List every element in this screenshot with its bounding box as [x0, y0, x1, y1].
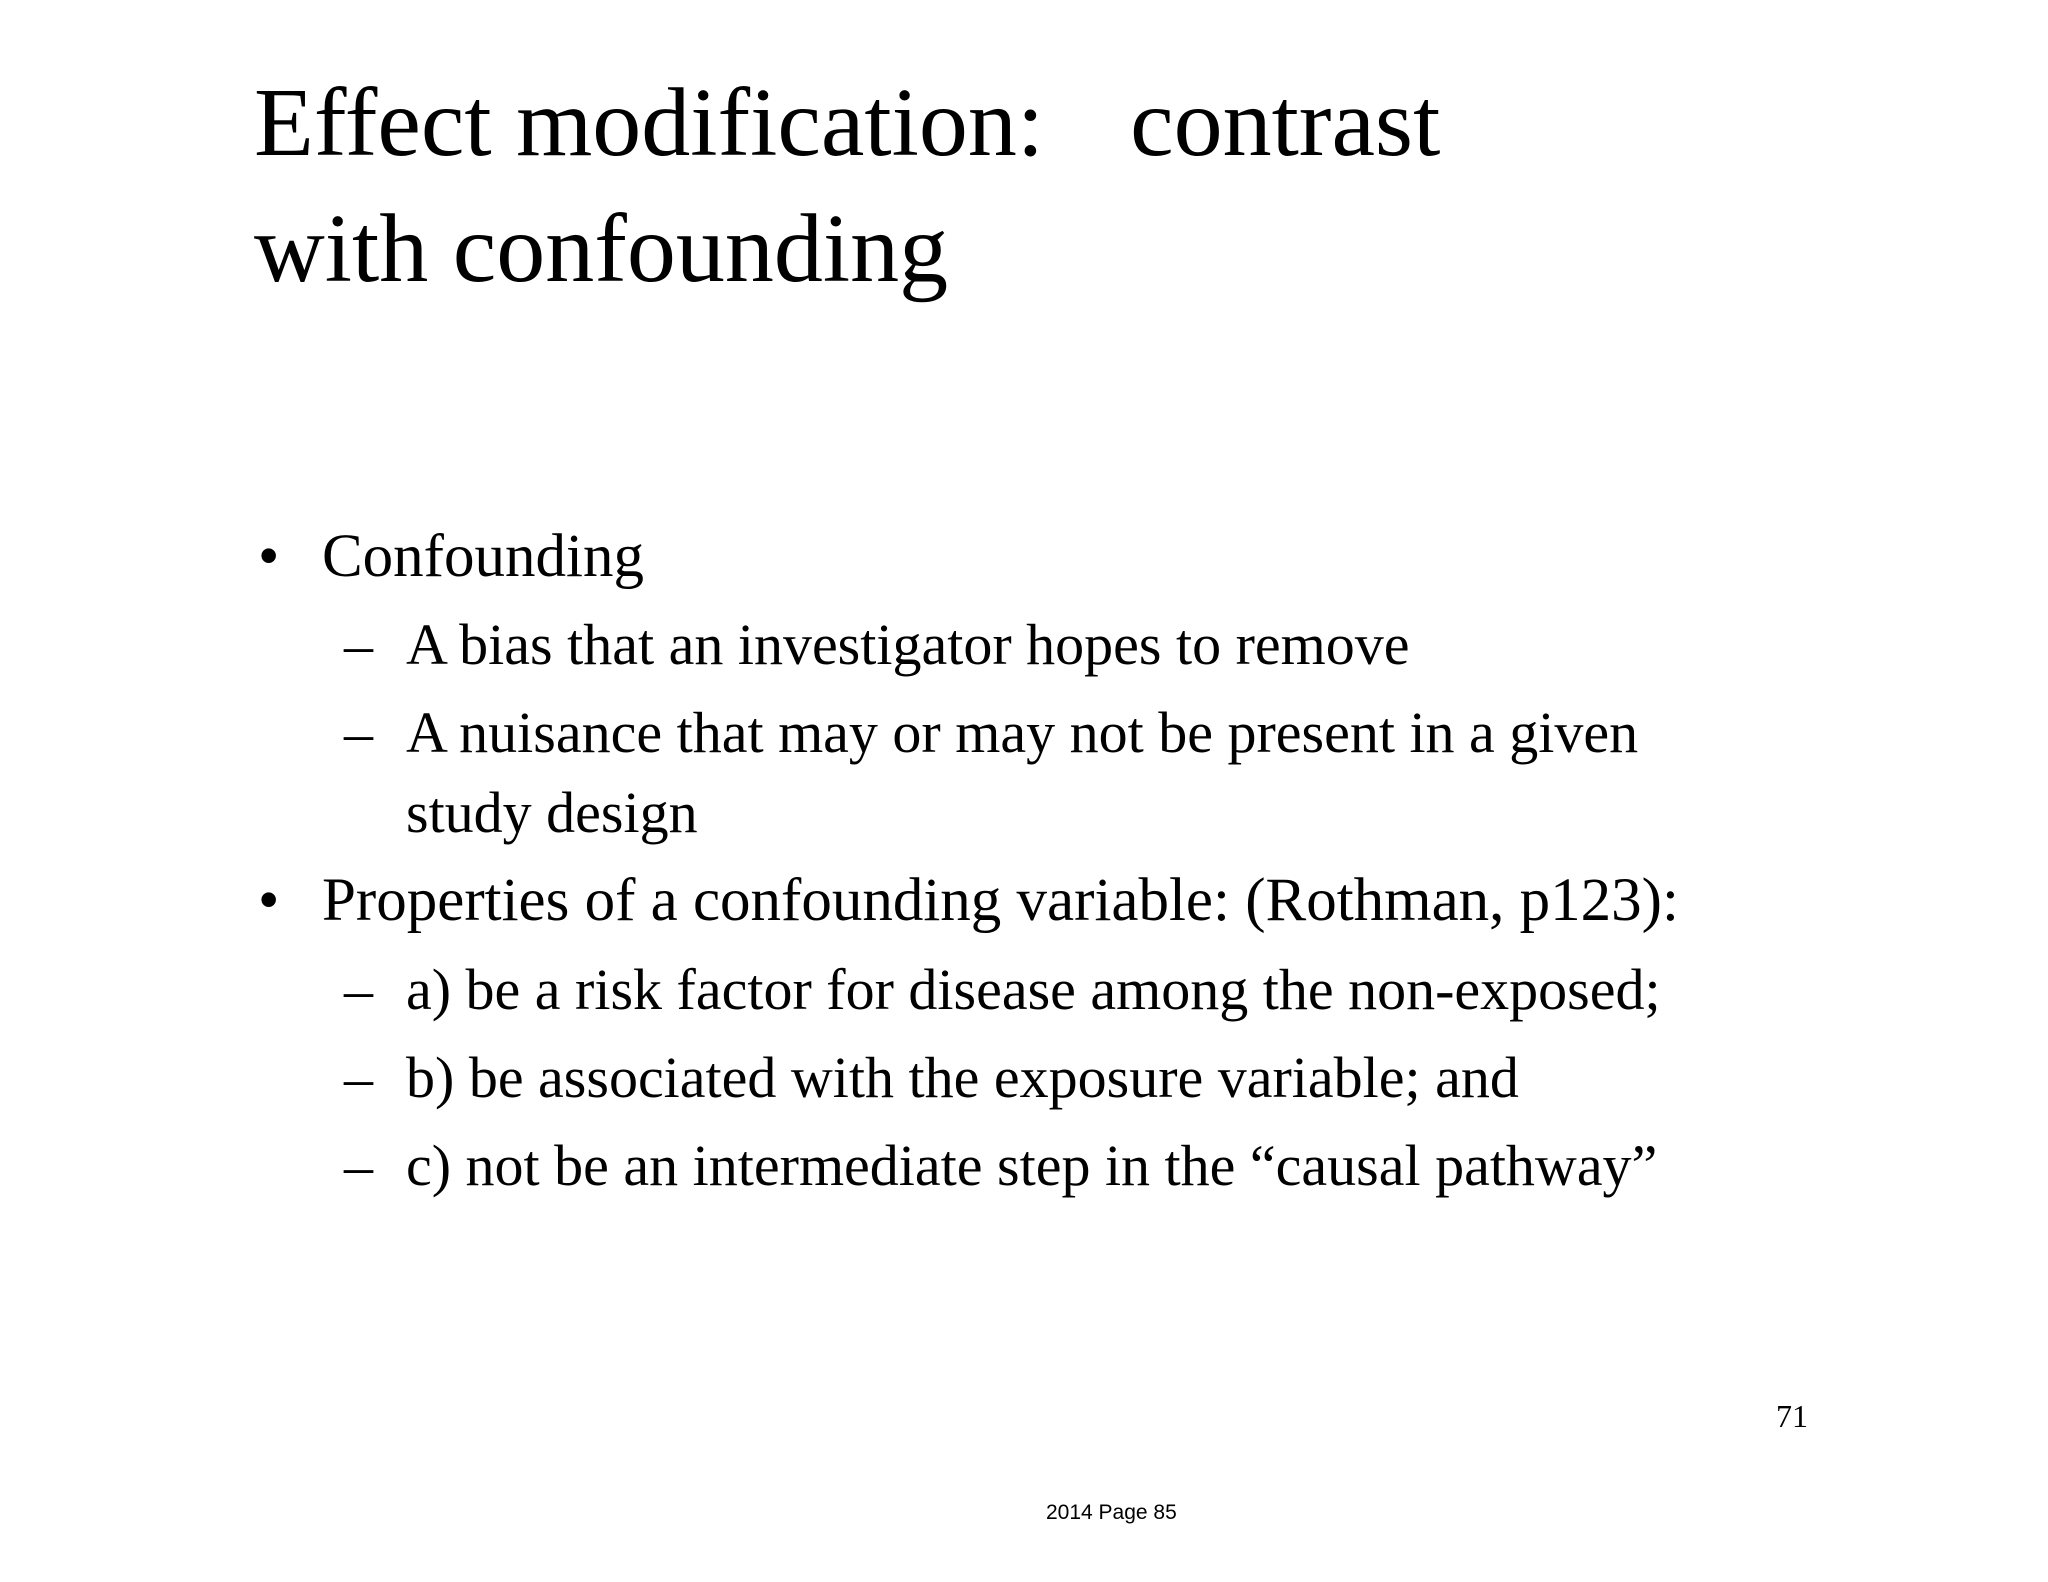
- slide-number: 71: [1776, 1398, 1808, 1434]
- sub-item-text: c) not be an intermediate step in the “causal pathway”: [406, 1133, 1658, 1198]
- sub-marker: –: [344, 957, 373, 1022]
- bullet-marker: •: [258, 867, 280, 934]
- sub-marker: –: [344, 1045, 373, 1110]
- sub-marker: –: [344, 700, 373, 765]
- title-line-1: [254, 60, 1854, 186]
- title-part-2: contrast: [1130, 69, 1441, 177]
- bullet-marker: •: [258, 523, 280, 590]
- sub-item-text: A bias that an investigator hopes to remove: [406, 612, 1410, 677]
- sub-marker: –: [344, 1133, 373, 1198]
- sub-item-text: study design: [406, 780, 698, 845]
- sub-item-text: A nuisance that may or may not be present in a given: [406, 700, 1639, 765]
- page-footer: 2014 Page 85: [1046, 1501, 1177, 1524]
- title-line-2: with confounding: [254, 195, 949, 303]
- bullet-text: Properties of a confounding variable: (Rothman, p123):: [322, 867, 1679, 934]
- slide-title: [254, 60, 1854, 312]
- title-part-1: Effect modification:: [254, 69, 1045, 177]
- sub-item-text: b) be associated with the exposure variable; and: [406, 1045, 1519, 1110]
- sub-marker: –: [344, 612, 373, 677]
- bullet-text: Confounding: [322, 523, 644, 590]
- sub-item-text: a) be a risk factor for disease among the non-exposed;: [406, 957, 1661, 1022]
